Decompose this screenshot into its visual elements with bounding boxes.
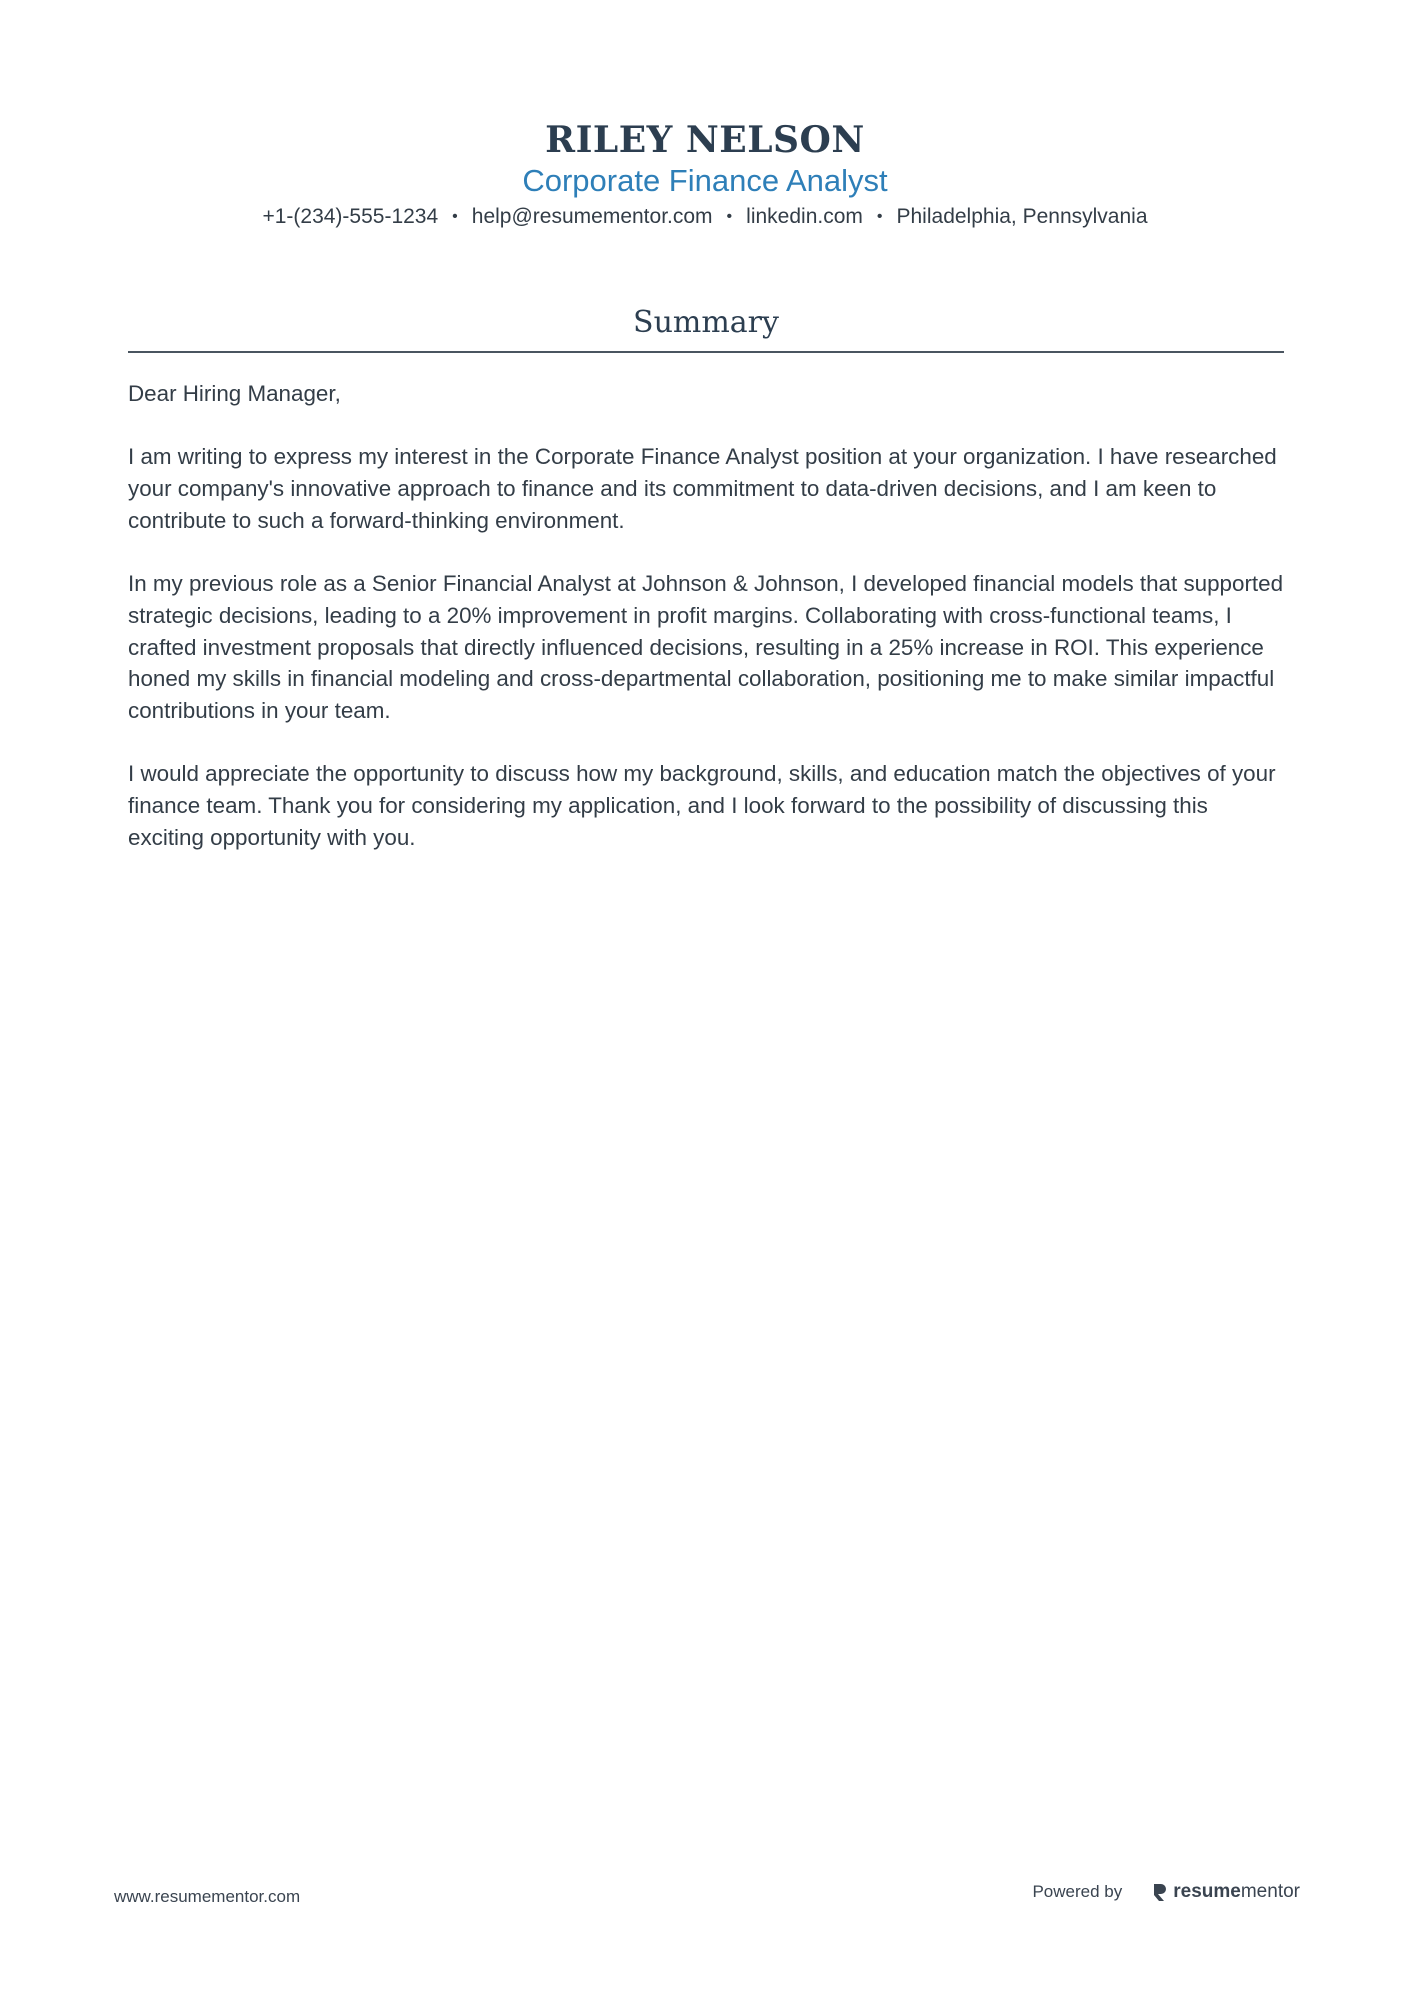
header [0,118,1410,232]
letter-paragraph: In my previous role as a Senior Financial Analyst at Johnson & Johnson, I developed financial models that supported strategic decisions, leading to a 20% improvement in profit margins. Collaborating with cross-functional teams, I crafted investment proposals that directly influenced decisions, resulting in a 25% increase in ROI. This experience honed my skills in financial modeling and cross-departmental collaboration, positioning me to make similar impactful contributions in your team. [128,571,1284,723]
brand-logo[interactable] [1152,1880,1300,1904]
letter-body [128,378,1288,885]
letter-greeting: Dear Hiring Manager, [128,381,341,406]
contact-phone: +1-(234)-555-1234 [262,205,439,228]
candidate-name: RILEY NELSON [545,119,865,161]
contact-linkedin[interactable]: linkedin.com [746,205,863,228]
contact-line [0,202,1410,232]
bullet-separator: • [452,208,458,225]
resumementor-logo-icon [1152,1882,1168,1902]
job-title: Corporate Finance Analyst [522,163,888,198]
contact-location: Philadelphia, Pennsylvania [896,205,1148,228]
brand-name-regular: mentor [1240,1881,1300,1902]
letter-paragraph: I would appreciate the opportunity to discuss how my background, skills, and education match the objectives of your finance team. Thank you for considering my application, and I look forward to the possibility of discussing this exciting opportunity with you. [128,761,1276,850]
bullet-separator: • [726,208,733,225]
bullet-separator: • [876,208,883,225]
powered-by-label: Powered by [1032,1882,1123,1901]
contact-email[interactable]: help@resumementor.com [471,205,713,228]
brand-name-bold: resume [1173,1881,1241,1902]
section-divider [128,351,1284,353]
footer-branding [1032,1880,1300,1904]
letter-paragraph: I am writing to express my interest in the Corporate Finance Analyst position at your organization. I have researched your company's innovative approach to finance and its commitment to data-driven decisions, and I am keen to contribute to such a forward-thinking environment. [128,444,1277,533]
footer-website[interactable]: www.resumementor.com [114,1887,301,1906]
section-title-summary: Summary [633,305,779,340]
